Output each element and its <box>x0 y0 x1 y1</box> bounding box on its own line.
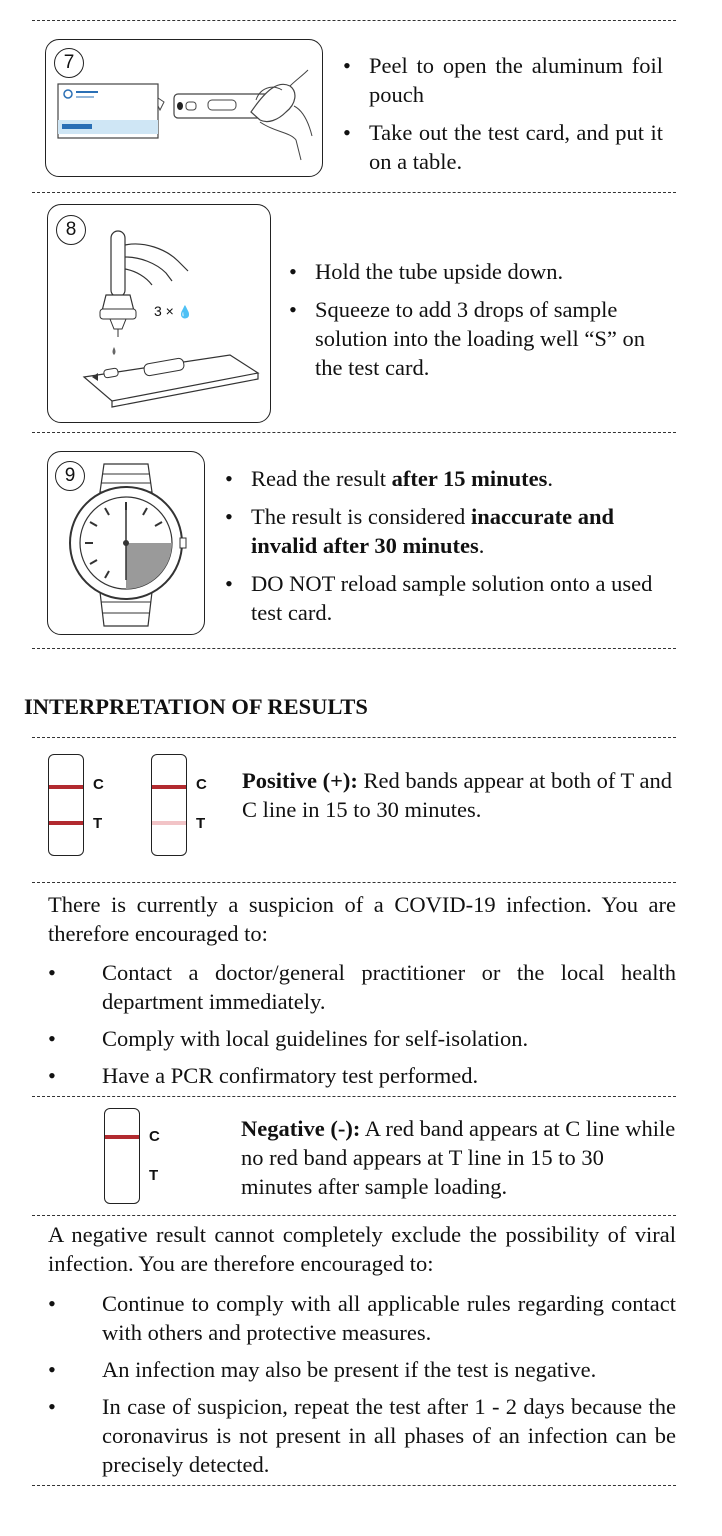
drops-label <box>154 303 193 319</box>
negative-bullet: • An infection may also be present if the test is negative. <box>48 1355 676 1384</box>
t-band <box>49 821 83 825</box>
text: Read the result <box>251 466 392 491</box>
negative-description <box>241 1114 677 1201</box>
bold-text: inaccurate and invalid after 30 minutes <box>251 504 615 558</box>
negative-bullet: • In case of suspicion, repeat the test after 1 - 2 days because the coronavirus is not present in all phases of an infection can be precisely detected. <box>48 1392 676 1479</box>
divider <box>32 1096 676 1097</box>
text: . <box>547 466 554 491</box>
step7-bullet: • Peel to open the aluminum foil pouch <box>343 51 663 109</box>
negative-label: Negative (-): <box>241 1116 361 1141</box>
positive-bullet: • Comply with local guidelines for self-isolation. <box>48 1024 676 1053</box>
divider <box>32 648 676 649</box>
divider <box>32 432 676 433</box>
negative-strip <box>104 1108 140 1204</box>
positive-strip-faint <box>151 754 187 856</box>
positive-bullet: • Have a PCR confirmatory test performed. <box>48 1061 676 1090</box>
positive-strip <box>48 754 84 856</box>
step9-bullet: • DO NOT reload sample solution onto a used test card. <box>225 569 665 627</box>
negative-text: A red band appears at C line while no red band appears at T line in 15 to 30 minutes after sample loading. <box>241 1116 676 1199</box>
step9-bullet <box>225 502 665 560</box>
divider <box>32 882 676 883</box>
positive-actions <box>48 958 676 1098</box>
positive-intro: There is currently a suspicion of a COVID-19 infection. You are therefore encouraged to: <box>48 892 676 946</box>
step8-instructions <box>289 257 669 391</box>
bold-text: after 15 minutes <box>391 466 548 491</box>
step7-instructions <box>343 51 663 185</box>
c-label: C <box>149 1128 160 1145</box>
divider <box>32 1215 676 1216</box>
t-label: T <box>149 1167 159 1184</box>
section-heading: INTERPRETATION OF RESULTS <box>24 694 368 719</box>
c-label: C <box>93 776 104 793</box>
step8-bullet: • Hold the tube upside down. <box>289 257 669 286</box>
positive-label: Positive (+): <box>242 768 358 793</box>
step8-bullet: • Squeeze to add 3 drops of sample solution into the loading well “S” on the test card. <box>289 295 669 382</box>
step7-number: 7 <box>54 48 84 78</box>
positive-description <box>242 766 676 824</box>
positive-text: Red bands appear at both of T and C line in 15 to 30 minutes. <box>242 768 672 822</box>
step7-bullet: • Take out the test card, and put it on a table. <box>343 118 663 176</box>
step8-number: 8 <box>56 215 86 245</box>
step9-illustration <box>47 451 205 635</box>
c-band <box>152 785 186 789</box>
step9-number: 9 <box>55 461 85 491</box>
negative-intro: A negative result cannot completely exclude the possibility of viral infection. You are therefore encouraged to: <box>48 1222 676 1276</box>
watch-icon <box>48 452 204 634</box>
drops-count: 3 × <box>154 303 174 319</box>
divider <box>32 1485 676 1486</box>
text: The result is considered <box>251 504 471 529</box>
text: . <box>478 533 485 558</box>
test-card-pouch-icon <box>46 40 322 176</box>
step9-instructions <box>225 464 665 636</box>
step7-illustration <box>45 39 323 177</box>
step8-illustration <box>47 204 271 423</box>
t-label: T <box>196 815 206 832</box>
c-band <box>49 785 83 789</box>
divider <box>32 737 676 738</box>
positive-bullet: • Contact a doctor/general practitioner or the local health department immediately. <box>48 958 676 1016</box>
step9-bullet <box>225 464 665 493</box>
c-band <box>105 1135 139 1139</box>
negative-actions <box>48 1289 676 1487</box>
drop-icon: 💧 <box>177 305 193 319</box>
negative-bullet: • Continue to comply with all applicable rules regarding contact with others and protective measures. <box>48 1289 676 1347</box>
t-band-faint <box>152 821 186 825</box>
divider <box>32 192 676 193</box>
divider <box>32 20 676 21</box>
c-label: C <box>196 776 207 793</box>
t-label: T <box>93 815 103 832</box>
